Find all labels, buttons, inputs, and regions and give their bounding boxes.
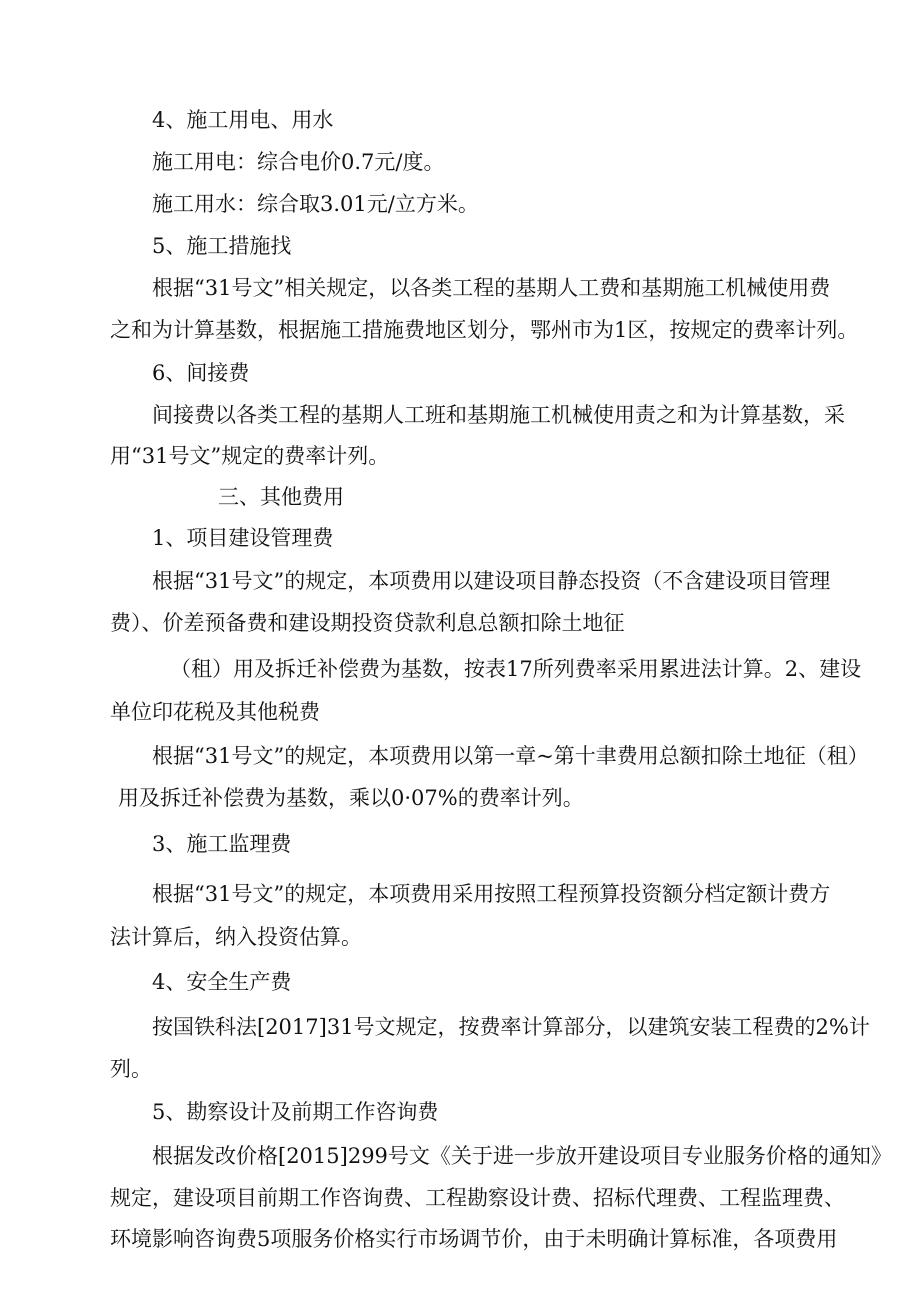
paragraph-line: 施工用水：综合取3.01元/立方米。 [152, 192, 479, 216]
section-heading-other-costs: 三、其他费用 [218, 485, 344, 509]
paragraph-line: 规定，建设项目前期工作咨询费、工程勘察设计费、招标代理费、工程监理费、 [110, 1186, 845, 1210]
paragraph-line: 间接费以各类工程的基期人工班和基期施工机械使用责之和为计算基数，采 [152, 403, 845, 427]
paragraph-line: 根据“31号文”相关规定，以各类工程的基期人工费和基期施工机械使用费 [152, 276, 831, 300]
paragraph-line: 之和为计算基数，根据施工措施费地区划分，鄂州市为1区，按规定的费率计列。 [110, 318, 859, 342]
paragraph-line: 按国铁科法[2017]31号文规定，按费率计算部分，以建筑安装工程费的2%计 [152, 1015, 870, 1039]
heading-5-survey-design-fee: 5、勘察设计及前期工作咨询费 [152, 1100, 439, 1124]
heading-1-project-management-fee: 1、项目建设管理费 [152, 526, 334, 550]
paragraph-line: 根据发改价格[2015]299号文《关于进一步放开建设项目专业服务价格的通知》 [152, 1144, 892, 1168]
paragraph-line: 环境影响咨询费5项服务价格实行市场调节价，由于未明确计算标准，各项费用 [110, 1227, 838, 1251]
heading-6-indirect-cost: 6、间接费 [152, 361, 250, 385]
heading-4-safety-production-fee: 4、安全生产费 [152, 970, 292, 994]
paragraph-line: 根据“31号文”的规定，本项费用采用按照工程预算投资额分档定额计费方 [152, 882, 831, 906]
paragraph-line: 列。 [110, 1057, 152, 1081]
paragraph-line: 根据“31号文”的规定，本项费用以第一章~第十聿费用总额扣除土地征（租） [152, 744, 869, 768]
paragraph-line: 费）、价差预备费和建设期投资贷款利息总额扣除土地征 [110, 611, 625, 635]
paragraph-line: 法计算后，纳入投资估算。 [110, 925, 362, 949]
paragraph-line: 单位印花税及其他税费 [110, 700, 320, 724]
paragraph-line: 用“31号文”规定的费率计列。 [110, 444, 390, 468]
paragraph-line: 根据“31号文”的规定，本项费用以建设项目静态投资（不含建设项目管理 [152, 569, 831, 593]
heading-4-electricity-water: 4、施工用电、用水 [152, 108, 334, 132]
paragraph-line: 用及拆迁补偿费为基数，乘以0·07%的费率计列。 [118, 786, 584, 810]
heading-5-construction-measures: 5、施工措施找 [152, 234, 292, 258]
paragraph-line: （租）用及拆迁补偿费为基数，按表17所列费率采用累进法计算。2、建设 [170, 657, 862, 681]
heading-3-supervision-fee: 3、施工监理费 [152, 832, 292, 856]
paragraph-line: 施工用电：综合电价0.7元/度。 [152, 150, 445, 174]
